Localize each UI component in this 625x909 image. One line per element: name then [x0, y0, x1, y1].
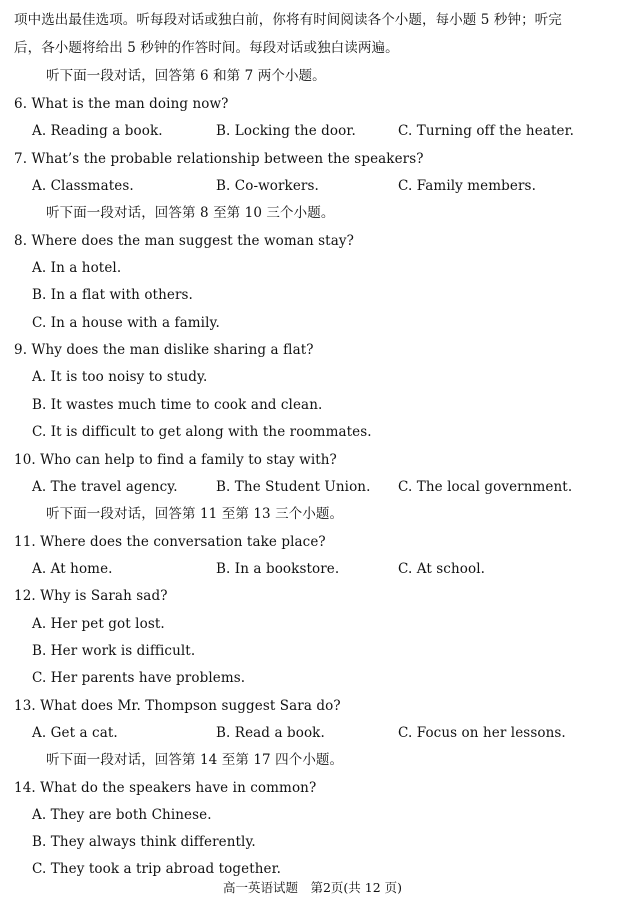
section-heading-14-17: 听下面一段对话，回答第 14 至第 17 四个小题。: [46, 752, 344, 768]
option-b: B. Read a book.: [216, 725, 325, 741]
question-9-option-b: B. It wastes much time to cook and clean.: [32, 397, 323, 413]
question-9-option-c: C. It is difficult to get along with the roommates.: [32, 424, 372, 440]
option-c: C. Family members.: [398, 178, 536, 194]
question-6-stem: 6. What is the man doing now?: [14, 96, 229, 112]
question-8-option-b: B. In a flat with others.: [32, 287, 193, 303]
question-9-option-a: A. It is too noisy to study.: [32, 369, 208, 385]
question-7-stem: 7. What’s the probable relationship between the speakers?: [14, 151, 424, 167]
option-a: A. At home.: [32, 561, 113, 577]
question-8-option-c: C. In a house with a family.: [32, 315, 220, 331]
question-13-options: [0, 721, 625, 745]
question-11-stem: 11. Where does the conversation take place?: [14, 534, 326, 550]
question-12-option-c: C. Her parents have problems.: [32, 670, 246, 686]
option-a: A. Reading a book.: [32, 123, 163, 139]
section-heading-6-7: 听下面一段对话，回答第 6 和第 7 两个小题。: [46, 68, 326, 84]
option-a: A. The travel agency.: [32, 479, 178, 495]
page-footer: 高一英语试题 第2页(共 12 页): [222, 880, 403, 895]
option-a: A. Get a cat.: [32, 725, 118, 741]
question-10-options: [0, 475, 625, 499]
question-12-option-a: A. Her pet got lost.: [32, 616, 165, 632]
question-12-option-b: B. Her work is difficult.: [32, 643, 196, 659]
instruction-line-1: 项中选出最佳选项。听每段对话或独白前，你将有时间阅读各个小题，每小题 5 秒钟；听完: [14, 12, 562, 28]
section-heading-8-10: 听下面一段对话，回答第 8 至第 10 三个小题。: [46, 205, 335, 221]
option-c: C. At school.: [398, 561, 486, 577]
option-b: B. The Student Union.: [216, 479, 371, 495]
question-11-options: [0, 557, 625, 581]
option-b: B. Co-workers.: [216, 178, 319, 194]
option-b: B. Locking the door.: [216, 123, 356, 139]
question-12-stem: 12. Why is Sarah sad?: [14, 588, 168, 604]
question-13-stem: 13. What does Mr. Thompson suggest Sara do?: [14, 698, 341, 714]
question-6-options: [0, 119, 625, 143]
option-c: C. Turning off the heater.: [398, 123, 575, 139]
option-c: C. The local government.: [398, 479, 573, 495]
question-14-option-a: A. They are both Chinese.: [32, 807, 212, 823]
section-heading-11-13: 听下面一段对话，回答第 11 至第 13 三个小题。: [46, 506, 344, 522]
question-9-stem: 9. Why does the man dislike sharing a flat?: [14, 342, 314, 358]
question-14-option-c: C. They took a trip abroad together.: [32, 861, 282, 877]
option-c: C. Focus on her lessons.: [398, 725, 566, 741]
question-7-options: [0, 174, 625, 198]
question-10-stem: 10. Who can help to find a family to stay with?: [14, 452, 337, 468]
question-14-option-b: B. They always think differently.: [32, 834, 256, 850]
instruction-line-2: 后，各小题将给出 5 秒钟的作答时间。每段对话或独白读两遍。: [14, 40, 399, 56]
question-8-option-a: A. In a hotel.: [32, 260, 122, 276]
question-14-stem: 14. What do the speakers have in common?: [14, 780, 317, 796]
option-a: A. Classmates.: [32, 178, 134, 194]
option-b: B. In a bookstore.: [216, 561, 340, 577]
question-8-stem: 8. Where does the man suggest the woman stay?: [14, 233, 354, 249]
